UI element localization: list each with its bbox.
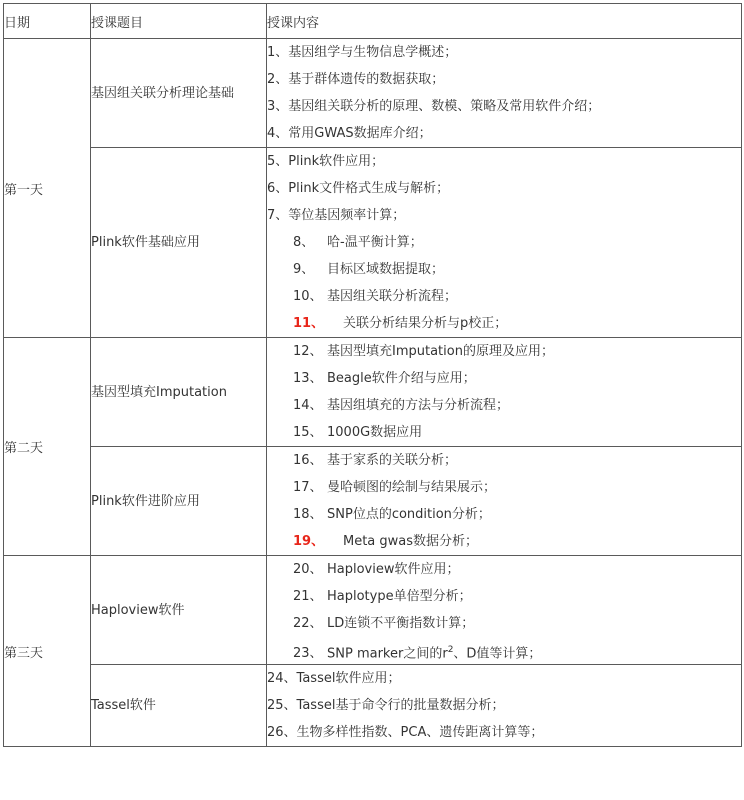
item-text: 基因组关联分析流程； <box>327 289 458 304</box>
item-number: 25、 <box>267 698 297 713</box>
day-label: 第一天 <box>4 39 91 338</box>
item-text: 关联分析结果分析与p校正； <box>343 316 508 331</box>
item-number: 18、 <box>293 507 323 522</box>
table-row <box>4 447 742 556</box>
list-item <box>267 175 741 202</box>
day-label: 第三天 <box>4 556 91 747</box>
list-item <box>267 501 741 528</box>
item-number: 23、 <box>293 646 323 662</box>
list-item <box>267 637 741 664</box>
list-item <box>267 447 741 474</box>
item-text: 基因组学与生物信息学概述； <box>288 45 458 60</box>
list-item <box>267 229 741 256</box>
item-number: 3、 <box>267 99 289 114</box>
item-number: 14、 <box>293 398 323 413</box>
item-number: 16、 <box>293 453 323 468</box>
item-text: SNP marker之间的r <box>327 646 448 662</box>
list-item <box>267 692 741 719</box>
item-text: 常用GWAS数据库介绍； <box>288 126 432 141</box>
item-number: 8、 <box>293 235 315 250</box>
list-item <box>267 556 741 583</box>
list-item <box>267 338 741 365</box>
day-label: 第二天 <box>4 338 91 556</box>
content-cell <box>267 148 742 338</box>
content-cell <box>267 556 742 665</box>
item-text: Beagle软件介绍与应用； <box>327 371 476 386</box>
superscript: 2 <box>447 645 454 655</box>
item-number: 10、 <box>293 289 323 304</box>
table-row <box>4 556 742 665</box>
list-item <box>267 610 741 637</box>
list-item <box>267 474 741 501</box>
course-schedule-table <box>3 3 742 747</box>
list-item <box>267 528 741 555</box>
item-text: Tassel基于命令行的批量数据分析； <box>296 698 505 713</box>
header-date: 日期 <box>4 4 91 39</box>
header-topic: 授课题目 <box>91 4 267 39</box>
list-item <box>267 365 741 392</box>
item-number: 6、 <box>267 181 289 196</box>
list-item <box>267 392 741 419</box>
item-text: SNP位点的condition分析； <box>327 507 491 522</box>
item-number: 15、 <box>293 425 323 440</box>
item-text: 1000G数据应用 <box>327 425 423 440</box>
item-text: Haploview软件应用； <box>327 562 460 577</box>
item-text: Meta gwas数据分析； <box>343 534 479 549</box>
item-number: 7、 <box>267 208 289 223</box>
list-item <box>267 39 741 66</box>
item-number: 20、 <box>293 562 323 577</box>
item-text: Plink文件格式生成与解析； <box>288 181 450 196</box>
content-cell <box>267 39 742 148</box>
item-text: LD连锁不平衡指数计算； <box>327 616 475 631</box>
topic-cell: Tassel软件 <box>91 665 267 747</box>
item-number: 9、 <box>293 262 315 277</box>
list-item <box>267 120 741 147</box>
table-row <box>4 338 742 447</box>
item-number: 4、 <box>267 126 289 141</box>
list-item <box>267 419 741 446</box>
item-number: 22、 <box>293 616 323 631</box>
item-text: 基因组填充的方法与分析流程； <box>327 398 510 413</box>
list-item <box>267 202 741 229</box>
list-item <box>267 66 741 93</box>
content-cell <box>267 447 742 556</box>
item-text-suffix: 、D值等计算； <box>453 646 542 662</box>
item-text: 哈-温平衡计算； <box>327 235 423 250</box>
topic-cell: Plink软件基础应用 <box>91 148 267 338</box>
item-number-highlighted: 11、 <box>293 316 325 331</box>
item-text: Haplotype单倍型分析； <box>327 589 472 604</box>
item-number: 17、 <box>293 480 323 495</box>
list-item <box>267 93 741 120</box>
item-text: 基因组关联分析的原理、数模、策略及常用软件介绍； <box>288 99 601 114</box>
item-number-highlighted: 19、 <box>293 534 325 549</box>
item-number: 21、 <box>293 589 323 604</box>
list-item <box>267 583 741 610</box>
list-item <box>267 283 741 310</box>
content-cell <box>267 338 742 447</box>
item-text: 基于群体遗传的数据获取； <box>288 72 445 87</box>
item-number: 5、 <box>267 154 289 169</box>
item-number: 12、 <box>293 344 323 359</box>
list-item <box>267 665 741 692</box>
table-header-row <box>4 4 742 39</box>
list-item <box>267 148 741 175</box>
item-number: 24、 <box>267 671 297 686</box>
item-text: Plink软件应用； <box>288 154 385 169</box>
item-number: 13、 <box>293 371 323 386</box>
table-row <box>4 39 742 148</box>
table-row <box>4 665 742 747</box>
item-text: 基因型填充Imputation的原理及应用； <box>327 344 554 359</box>
item-text: 曼哈顿图的绘制与结果展示； <box>327 480 497 495</box>
topic-cell: Haploview软件 <box>91 556 267 665</box>
table-row <box>4 148 742 338</box>
header-content: 授课内容 <box>267 4 742 39</box>
item-text: 等位基因频率计算； <box>288 208 406 223</box>
content-cell <box>267 665 742 747</box>
list-item <box>267 256 741 283</box>
item-number: 1、 <box>267 45 289 60</box>
list-item <box>267 310 741 337</box>
item-number: 26、 <box>267 725 297 740</box>
list-item <box>267 719 741 746</box>
topic-cell: 基因型填充Imputation <box>91 338 267 447</box>
topic-cell: Plink软件进阶应用 <box>91 447 267 556</box>
topic-cell: 基因组关联分析理论基础 <box>91 39 267 148</box>
item-number: 2、 <box>267 72 289 87</box>
item-text: Tassel软件应用； <box>296 671 401 686</box>
item-text: 目标区域数据提取； <box>327 262 445 277</box>
item-text: 生物多样性指数、PCA、遗传距离计算等； <box>296 725 544 740</box>
item-text: 基于家系的关联分析； <box>327 453 458 468</box>
